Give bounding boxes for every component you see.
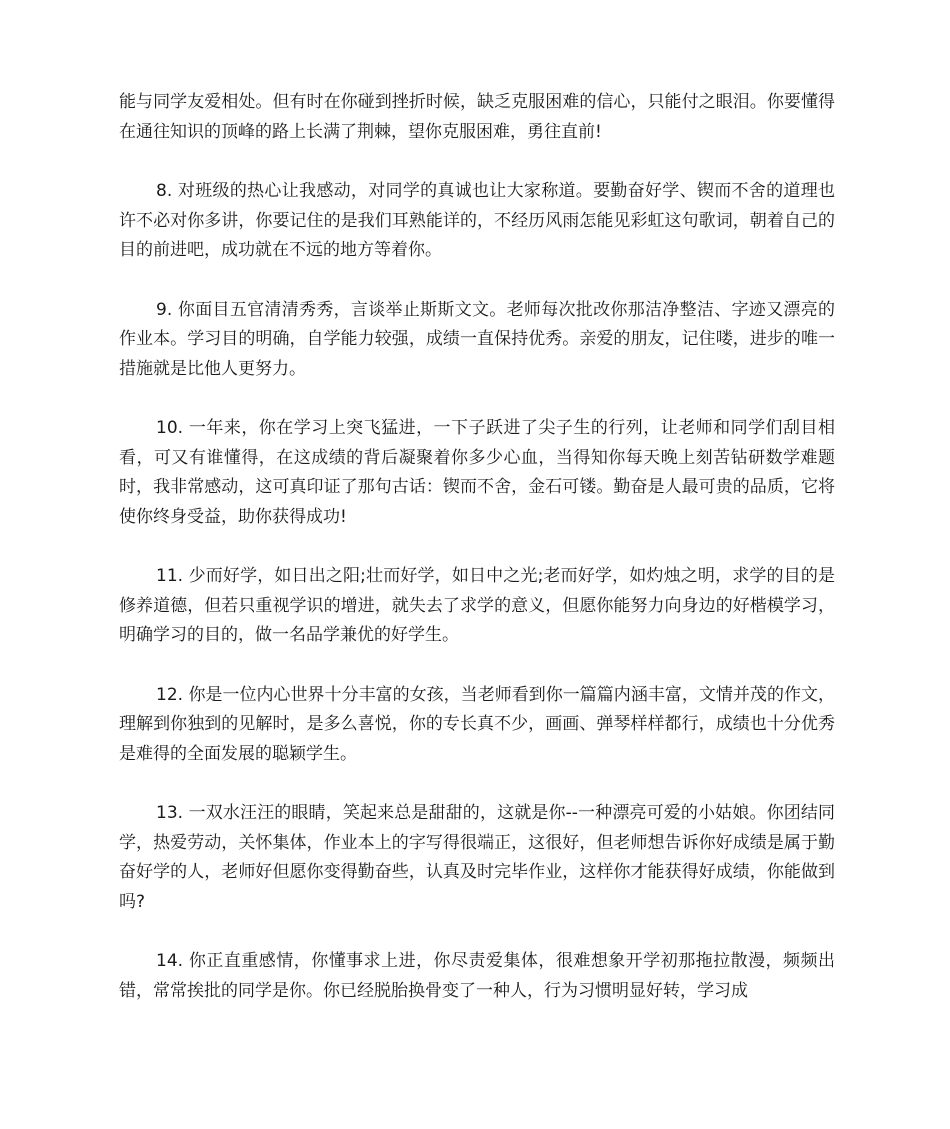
paragraph-item-11: 11. 少而好学，如日出之阳;壮而好学，如日中之光;老而好学，如灼烛之明，求学的目的是修养道德，但若只重视学识的增进，就失去了求学的意义，但愿你能努力向身边的好楷模学习，明确学习的目的，做一名品学兼优的好学生。: [119, 566, 835, 645]
paragraph-item-9: 9. 你面目五官清清秀秀，言谈举止斯斯文文。老师每次批改你那洁净整洁、字迹又漂亮的作业本。学习目的明确，自学能力较强，成绩一直保持优秀。亲爱的朋友，记住喽，进步的唯一措施就是比他人更努力。: [119, 299, 835, 379]
paragraph-continuation: 能与同学友爱相处。但有时在你碰到挫折时候，缺乏克服困难的信心，只能付之眼泪。你要懂得在通往知识的顶峰的路上长满了荆棘，望你克服困难，勇往直前!: [119, 92, 835, 142]
paragraph-item-8: 8. 对班级的热心让我感动，对同学的真诚也让大家称道。要勤奋好学、锲而不舍的道理也许不必对你多讲，你要记住的是我们耳熟能详的，不经历风雨怎能见彩虹这句歌词，朝着自己的目的前进吧，成功就在不远的地方等着你。: [119, 181, 835, 260]
paragraph-item-14: 14. 你正直重感情，你懂事求上进，你尽责爱集体，很难想象开学初那拖拉散漫，频频出错，常常挨批的同学是你。你已经脱胎换骨变了一种人，行为习惯明显好转，学习成: [119, 951, 835, 1001]
paragraph-item-10: 10. 一年来，你在学习上突飞猛进，一下子跃进了尖子生的行列，让老师和同学们刮目相看，可又有谁懂得，在这成绩的背后凝聚着你多少心血，当得知你每天晚上刻苦钻研数学难题时，我非常感动，这可真印证了那句古话：锲而不舍，金石可镂。勤奋是人最可贵的品质，它将使你终身受益，助你获得成功!: [119, 418, 835, 527]
document-page: [119, 88, 835, 1036]
paragraph-item-12: 12. 你是一位内心世界十分丰富的女孩，当老师看到你一篇篇内涵丰富，文情并茂的作文，理解到你独到的见解时，是多么喜悦，你的专长真不少，画画、弹琴样样都行，成绩也十分优秀是难得的全面发展的聪颖学生。: [119, 684, 835, 764]
paragraph-item-13: 13. 一双水汪汪的眼睛，笑起来总是甜甜的，这就是你--一种漂亮可爱的小姑娘。你团结同学，热爱劳动，关怀集体，作业本上的字写得很端正，这很好，但老师想告诉你好成绩是属于勤奋好学的人，老师好但愿你变得勤奋些，认真及时完毕作业，这样你才能获得好成绩，你能做到吗?: [119, 803, 835, 912]
